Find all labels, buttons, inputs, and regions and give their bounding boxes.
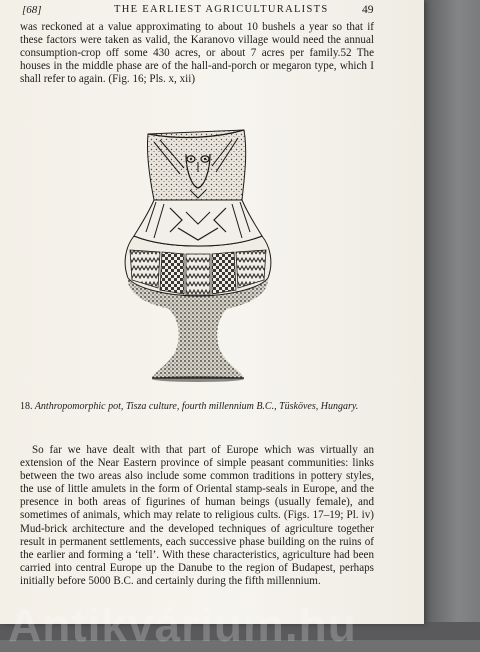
background-surface	[424, 0, 480, 640]
figure-caption-text: Anthropomorphic pot, Tisza culture, fourth millennium B.C., Tüsköves, Hungary.	[34, 401, 359, 412]
paragraph-2: So far we have dealt with that part of Europe which was virtually an extension of the Near Eastern province of simple peasant communities: links between the two areas also include some common traditions in pottery styles, the use of little amulets in the form of Oriental stamp-seals in Europe, and the presence in both areas of figurines of human beings (usually female), and sometimes of animals, which may relate to religious cults. (Figs. 17–19; Pl. iv) Mud-brick architecture and the developed techniques of agriculture together result in permanent settlements, each successive phase building on the ruins of the earlier and forming a ‘tell’. With these characteristics, agriculture had been carried into central Europe up the Danube to the region of Budapest, perhaps initially before 5000 B.C. and certainly during the fifth millennium.	[20, 444, 374, 587]
figure-number: 18.	[20, 401, 33, 412]
running-head	[22, 2, 372, 22]
chapter-title: THE EARLIEST AGRICULTURALISTS	[114, 4, 329, 15]
anthropomorphic-pot-illustration	[120, 128, 276, 386]
figure-caption	[20, 401, 376, 412]
paragraph-1: was reckoned at a value approximating to about 10 bushels a year so that if these factors were taken as valid, the Karanovo village would need the annual consumption-crop off some 430 acres, or about 7 acres per family.52 The houses in the middle phase are of the hall-and-porch or megaron type, which I shall refer to again. (Fig. 16; Pls. x, xii)	[20, 21, 374, 86]
page-number: 49	[362, 4, 374, 16]
page-reference: [68]	[22, 4, 42, 16]
watermark: Antikvárium.hu	[8, 599, 357, 651]
